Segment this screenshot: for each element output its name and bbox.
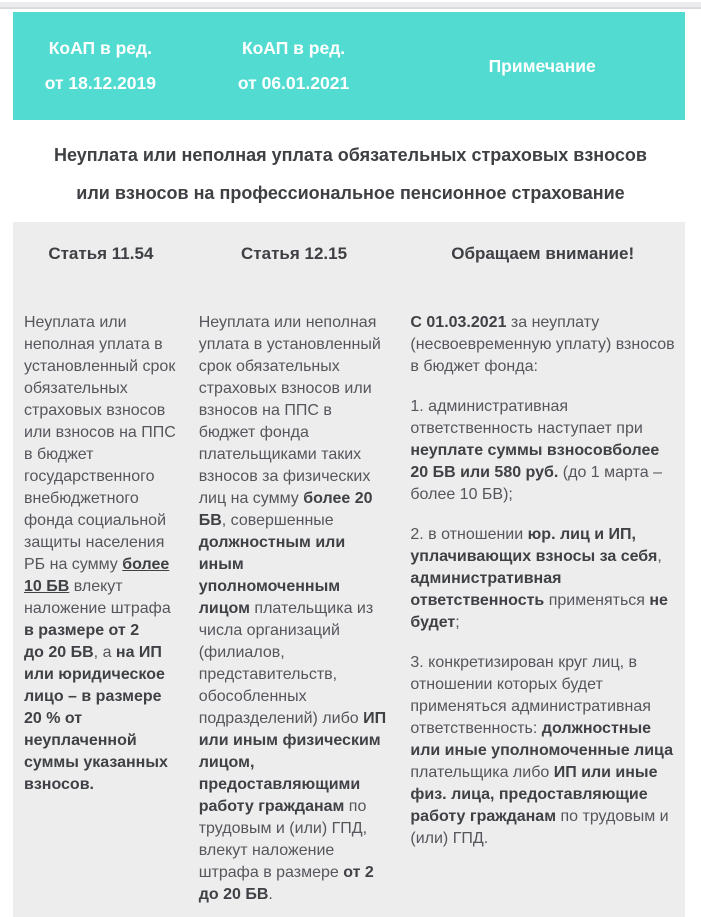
header-koap-2021-line2: от 06.01.2021 — [237, 73, 350, 93]
section-title — [0, 120, 701, 222]
cell-article-12-15-text: Неуплата или неполная уплата в установленный срок обязательных страховых взносов или взносов на ППС в бюджет фонда плательщиками таких взносов за физических лиц на сумму более 20 БВ, совершенные должностным или иным уполномоченным лицом плательщика из числа организаций (филиалов, представительств, обособленных подразделений) либо ИП или иным физическим лицом, предоставляющими работу гражданам по трудовым и (или) ГПД, влекут наложение штрафа в размере от 2 до 20 БВ. — [198, 314, 387, 903]
subheader-article-11-54: Статья 11.54 — [48, 244, 154, 263]
header-cell-koap-2019 — [13, 31, 188, 101]
header-koap-2019-line2: от 18.12.2019 — [44, 73, 156, 93]
subheader-attention: Обращаем внимание! — [451, 244, 635, 263]
cell-article-11-54-text: Неуплата или неполная уплата в установленный срок обязательных страховых взносов или взносов на ППС в бюджет государственного внебюджетного фонда социальной защиты населения РБ на сумму более 10 БВ влекут наложение штрафа в размере от 2 до 20 БВ, а на ИП или юридическое лицо – в размере 20 % от неуплаченной суммы указанных взносов. — [24, 314, 176, 793]
header-cell-koap-2021 — [188, 31, 400, 101]
header-cell-note — [399, 49, 685, 84]
header-koap-2019-line1: КоАП в ред. — [48, 38, 152, 58]
column-koap-2021 — [188, 242, 400, 917]
column-koap-2019 — [13, 242, 188, 917]
column-note — [399, 242, 685, 917]
header-note-label: Примечание — [488, 55, 596, 76]
comparison-table — [13, 222, 685, 917]
previous-block-bottom-edge — [0, 2, 701, 9]
cell-note-text: С 01.03.2021 за неуплату (несвоевременную уплату) взносов в бюджет фонда: 1. административная ответственность наступает при неуплате суммы взносовболее 20 БВ или 580 руб. (до 1 марта – более 10 БВ); 2. в отношении юр. лиц и ИП, уплачивающих взносы за себя, административная ответственность применяться не будет; 3. конкретизирован круг лиц, в отношении которых будет применяться административная ответственность: должностные или иные уполномоченные лица плательщика либо ИП или иные физ. лица, предоставляющие работу гражданам по трудовым и (или) ГПД. — [410, 314, 675, 847]
header-koap-2021-line1: КоАП в ред. — [241, 38, 346, 58]
subheader-article-12-15: Статья 12.15 — [241, 244, 348, 263]
section-title-line2: или взносов на профессиональное пенсионное страхование — [76, 183, 625, 203]
section-title-line1: Неуплата или неполная уплата обязательных страховых взносов — [53, 145, 647, 165]
table-header-row — [13, 12, 685, 120]
